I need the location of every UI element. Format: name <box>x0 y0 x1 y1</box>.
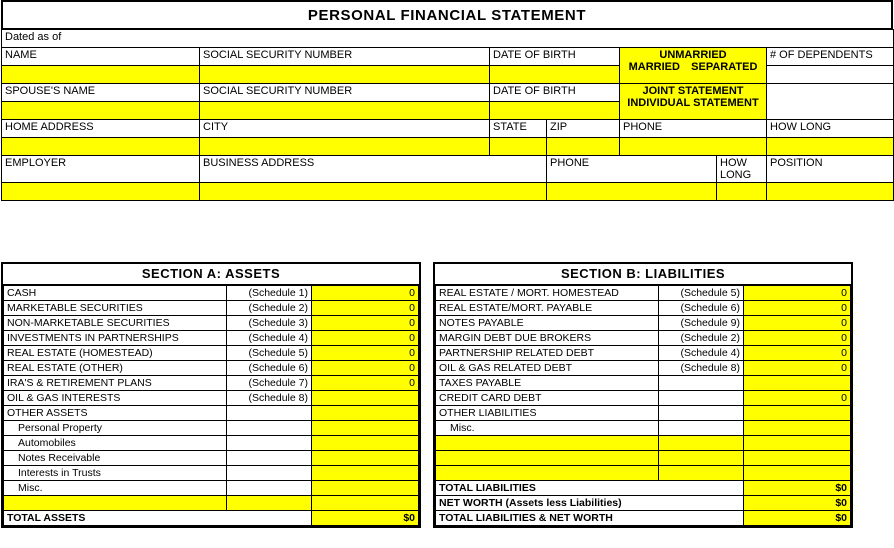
asset-label: Interests in Trusts <box>4 466 227 481</box>
input-how-long[interactable] <box>767 138 894 156</box>
section-a-table <box>3 285 419 526</box>
asset-label: MARKETABLE SECURITIES <box>4 301 227 316</box>
total-assets-row <box>4 511 419 526</box>
label-ssn: SOCIAL SECURITY NUMBER <box>200 48 490 66</box>
option-individual-statement[interactable]: INDIVIDUAL STATEMENT <box>627 97 759 109</box>
input-spouse-dob[interactable] <box>490 102 620 120</box>
label-employer: EMPLOYER <box>2 156 200 183</box>
sections-container <box>1 262 893 528</box>
input-spouse-name[interactable] <box>2 102 200 120</box>
option-married[interactable]: MARRIED <box>628 61 680 73</box>
label-home-address: HOME ADDRESS <box>2 120 200 138</box>
liability-label: Misc. <box>436 421 659 436</box>
liability-schedule: (Schedule 6) <box>659 301 744 316</box>
liability-value[interactable]: 0 <box>744 286 851 301</box>
label-state: STATE <box>490 120 547 138</box>
total-row <box>436 511 851 526</box>
liability-value[interactable] <box>744 406 851 421</box>
total-label: TOTAL LIABILITIES & NET WORTH <box>436 511 744 526</box>
liability-label: REAL ESTATE / MORT. HOMESTEAD <box>436 286 659 301</box>
asset-schedule <box>227 496 312 511</box>
liability-value[interactable] <box>744 451 851 466</box>
liability-value[interactable]: 0 <box>744 361 851 376</box>
liability-label <box>436 451 659 466</box>
total-label: NET WORTH (Assets less Liabilities) <box>436 496 744 511</box>
label-name: NAME <box>2 48 200 66</box>
liability-label: NOTES PAYABLE <box>436 316 659 331</box>
liability-value[interactable]: 0 <box>744 301 851 316</box>
option-unmarried[interactable]: UNMARRIED <box>659 49 727 61</box>
table-row <box>436 316 851 331</box>
section-b-header: SECTION B: LIABILITIES <box>435 264 851 285</box>
asset-value[interactable]: 0 <box>312 361 419 376</box>
asset-label: IRA'S & RETIREMENT PLANS <box>4 376 227 391</box>
asset-label: INVESTMENTS IN PARTNERSHIPS <box>4 331 227 346</box>
asset-schedule: (Schedule 1) <box>227 286 312 301</box>
name-header-row <box>2 48 894 66</box>
asset-schedule <box>227 421 312 436</box>
total-label: TOTAL LIABILITIES <box>436 481 744 496</box>
input-zip[interactable] <box>547 138 620 156</box>
liability-schedule <box>659 406 744 421</box>
input-spouse-ssn[interactable] <box>200 102 490 120</box>
section-b-liabilities <box>433 262 853 528</box>
input-dob[interactable] <box>490 66 620 84</box>
option-separated[interactable]: SEPARATED <box>691 61 758 73</box>
spouse-extra-cell[interactable] <box>767 84 894 120</box>
liability-value[interactable] <box>744 466 851 481</box>
table-row <box>4 376 419 391</box>
employer-input-row <box>2 183 894 201</box>
total-assets-label: TOTAL ASSETS <box>4 511 312 526</box>
liability-label: MARGIN DEBT DUE BROKERS <box>436 331 659 346</box>
total-row <box>436 481 851 496</box>
asset-label: Notes Receivable <box>4 451 227 466</box>
liability-schedule <box>659 436 744 451</box>
asset-schedule <box>227 451 312 466</box>
asset-value[interactable]: 0 <box>312 301 419 316</box>
label-spouse-ssn: SOCIAL SECURITY NUMBER <box>200 84 490 102</box>
table-row <box>4 421 419 436</box>
table-row <box>436 421 851 436</box>
table-row <box>436 376 851 391</box>
total-value: $0 <box>744 511 851 526</box>
liability-value[interactable]: 0 <box>744 331 851 346</box>
label-zip: ZIP <box>547 120 620 138</box>
input-dependents[interactable] <box>767 66 894 84</box>
table-row <box>4 361 419 376</box>
table-row <box>4 331 419 346</box>
liability-schedule: (Schedule 2) <box>659 331 744 346</box>
liability-label <box>436 436 659 451</box>
asset-schedule: (Schedule 6) <box>227 361 312 376</box>
asset-value[interactable] <box>312 391 419 406</box>
input-home-address[interactable] <box>2 138 200 156</box>
label-phone: PHONE <box>620 120 767 138</box>
input-name[interactable] <box>2 66 200 84</box>
table-row <box>436 451 851 466</box>
asset-value[interactable] <box>312 481 419 496</box>
input-employer-how-long[interactable] <box>717 183 767 201</box>
label-position: POSITION <box>767 156 894 183</box>
address-header-row <box>2 120 894 138</box>
asset-schedule: (Schedule 8) <box>227 391 312 406</box>
asset-schedule <box>227 436 312 451</box>
asset-schedule: (Schedule 2) <box>227 301 312 316</box>
label-spouse-dob: DATE OF BIRTH <box>490 84 620 102</box>
label-spouse-name: SPOUSE'S NAME <box>2 84 200 102</box>
label-how-long: HOW LONG <box>767 120 894 138</box>
input-employer[interactable] <box>2 183 200 201</box>
table-row <box>436 301 851 316</box>
table-row <box>4 301 419 316</box>
liability-label: REAL ESTATE/MORT. PAYABLE <box>436 301 659 316</box>
table-row <box>436 331 851 346</box>
label-city: CITY <box>200 120 490 138</box>
table-row <box>4 346 419 361</box>
liability-schedule: (Schedule 8) <box>659 361 744 376</box>
option-joint-statement[interactable]: JOINT STATEMENT <box>642 85 744 97</box>
asset-label: REAL ESTATE (OTHER) <box>4 361 227 376</box>
liability-value[interactable]: 0 <box>744 391 851 406</box>
table-row <box>436 391 851 406</box>
asset-schedule <box>227 481 312 496</box>
asset-value[interactable] <box>312 436 419 451</box>
spouse-header-row <box>2 84 894 102</box>
liability-label: OIL & GAS RELATED DEBT <box>436 361 659 376</box>
dated-row <box>2 30 894 48</box>
input-position[interactable] <box>767 183 894 201</box>
label-business-phone: PHONE <box>547 156 717 183</box>
liability-label: PARTNERSHIP RELATED DEBT <box>436 346 659 361</box>
section-b-table <box>435 285 851 526</box>
asset-value[interactable]: 0 <box>312 331 419 346</box>
asset-value[interactable] <box>312 406 419 421</box>
liability-label <box>436 466 659 481</box>
table-row <box>436 406 851 421</box>
applicant-info-table <box>1 29 894 201</box>
table-row <box>4 286 419 301</box>
marital-status-options[interactable] <box>620 48 767 84</box>
total-row <box>436 496 851 511</box>
table-row <box>4 451 419 466</box>
liability-value[interactable]: 0 <box>744 346 851 361</box>
table-row <box>436 286 851 301</box>
asset-label: OIL & GAS INTERESTS <box>4 391 227 406</box>
table-row <box>436 346 851 361</box>
liability-label: OTHER LIABILITIES <box>436 406 659 421</box>
liability-value[interactable] <box>744 376 851 391</box>
asset-label: REAL ESTATE (HOMESTEAD) <box>4 346 227 361</box>
asset-value[interactable]: 0 <box>312 316 419 331</box>
table-row <box>4 391 419 406</box>
dated-as-of-cell[interactable]: Dated as of <box>2 30 894 48</box>
asset-value[interactable] <box>312 466 419 481</box>
asset-label: Misc. <box>4 481 227 496</box>
liability-label: CREDIT CARD DEBT <box>436 391 659 406</box>
asset-label: OTHER ASSETS <box>4 406 227 421</box>
liability-schedule <box>659 451 744 466</box>
liability-schedule: (Schedule 9) <box>659 316 744 331</box>
input-state[interactable] <box>490 138 547 156</box>
liability-value[interactable] <box>744 421 851 436</box>
page-title: PERSONAL FINANCIAL STATEMENT <box>307 6 587 24</box>
asset-label: Automobiles <box>4 436 227 451</box>
liability-value[interactable]: 0 <box>744 316 851 331</box>
asset-value[interactable]: 0 <box>312 346 419 361</box>
asset-label: Personal Property <box>4 421 227 436</box>
total-value: $0 <box>744 481 851 496</box>
table-row <box>4 406 419 421</box>
label-employer-how-long: HOW LONG <box>717 156 767 183</box>
asset-schedule: (Schedule 3) <box>227 316 312 331</box>
asset-schedule: (Schedule 4) <box>227 331 312 346</box>
table-row <box>4 436 419 451</box>
input-ssn[interactable] <box>200 66 490 84</box>
table-row <box>4 496 419 511</box>
address-input-row <box>2 138 894 156</box>
total-value: $0 <box>744 496 851 511</box>
section-a-header: SECTION A: ASSETS <box>3 264 419 285</box>
statement-type-options[interactable] <box>620 84 767 120</box>
asset-schedule: (Schedule 5) <box>227 346 312 361</box>
input-business-address[interactable] <box>200 183 547 201</box>
liability-label: TAXES PAYABLE <box>436 376 659 391</box>
asset-value[interactable] <box>312 496 419 511</box>
asset-schedule: (Schedule 7) <box>227 376 312 391</box>
asset-label: NON-MARKETABLE SECURITIES <box>4 316 227 331</box>
asset-schedule <box>227 406 312 421</box>
label-dob: DATE OF BIRTH <box>490 48 620 66</box>
table-row <box>4 466 419 481</box>
table-row <box>436 361 851 376</box>
liability-schedule <box>659 376 744 391</box>
label-business-address: BUSINESS ADDRESS <box>200 156 547 183</box>
section-a-assets <box>1 262 421 528</box>
liability-schedule <box>659 391 744 406</box>
asset-value[interactable] <box>312 451 419 466</box>
input-city[interactable] <box>200 138 490 156</box>
asset-value[interactable]: 0 <box>312 376 419 391</box>
table-row <box>4 481 419 496</box>
asset-value[interactable]: 0 <box>312 286 419 301</box>
asset-label <box>4 496 227 511</box>
liability-schedule: (Schedule 5) <box>659 286 744 301</box>
input-phone[interactable] <box>620 138 767 156</box>
asset-label: CASH <box>4 286 227 301</box>
liability-schedule <box>659 466 744 481</box>
liability-schedule: (Schedule 4) <box>659 346 744 361</box>
employer-header-row <box>2 156 894 183</box>
asset-schedule <box>227 466 312 481</box>
document-title-bar <box>1 0 893 29</box>
table-row <box>4 316 419 331</box>
label-dependents: # OF DEPENDENTS <box>767 48 894 66</box>
asset-value[interactable] <box>312 421 419 436</box>
table-row <box>436 436 851 451</box>
total-assets-value: $0 <box>312 511 419 526</box>
table-row <box>436 466 851 481</box>
liability-value[interactable] <box>744 436 851 451</box>
liability-schedule <box>659 421 744 436</box>
input-business-phone[interactable] <box>547 183 717 201</box>
